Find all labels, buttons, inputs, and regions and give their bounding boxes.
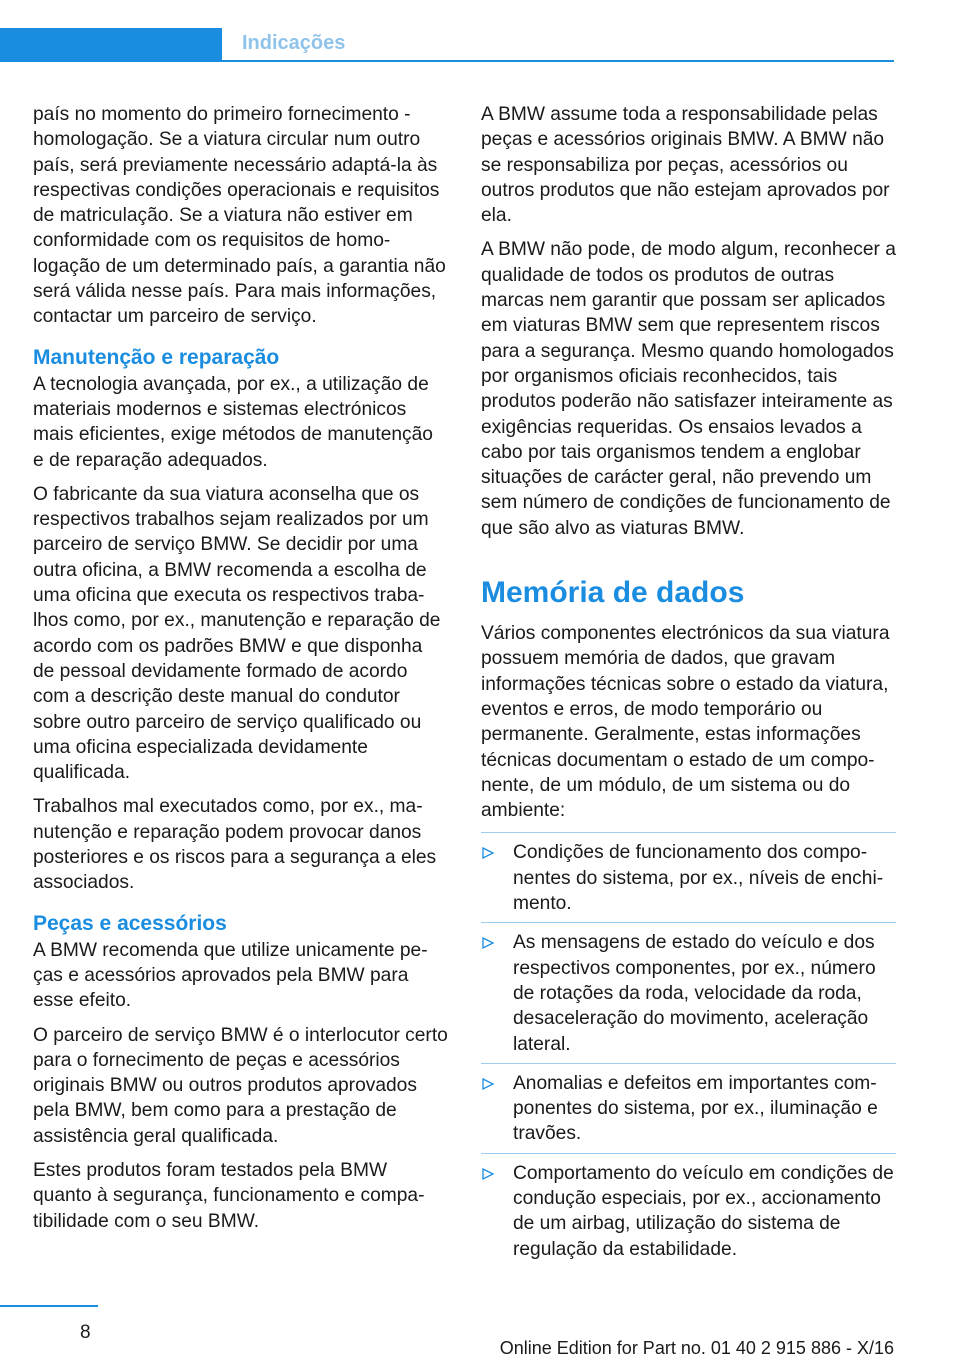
page-number: 8 <box>80 1322 91 1343</box>
list-item-text: Comportamento do veículo em condições de condução especiais, por ex., accionamento de um airbag, utilização do sistema de regulação da estabilidade. <box>513 1162 894 1260</box>
paragraph: Trabalhos mal executados como, por ex., manutenção e reparação podem provocar danos posteriores e os riscos para a segurança a eles associados. <box>33 796 437 894</box>
heading-maintenance: Manutenção e reparação <box>33 345 280 369</box>
list-item-text: Anomalias e defeitos em importantes componentes do sistema, por ex., iluminação e travões. <box>513 1072 878 1145</box>
list-item <box>481 1153 896 1262</box>
footer-edition: Online Edition for Part no. 01 40 2 915 886 - X/16 <box>499 1338 894 1358</box>
paragraph: A BMW não pode, de modo algum, reconhecer a qualidade de todos os produtos de outras marcas nem garantir que possam ser aplicados em viaturas BMW sem que representem riscos para a segurança. Mesmo quando homologados por organismos oficiais reconhecidos, tais produtos poderão não satisfazer inteiramente as exigências requeridas. Os ensaios levados a cabo por tais organismos tendem a englobar situações de carácter geral, não prevendo um sem número de condições de funcionamento de que são alvo as viaturas BMW. <box>481 239 896 539</box>
paragraph: Estes produtos foram testados pela BMW quanto à segurança, funcionamento e compatibilidade com o seu BMW. <box>33 1159 425 1232</box>
left-column <box>33 102 448 1243</box>
heading-parts: Peças e acessórios <box>33 911 227 935</box>
triangle-bullet-icon <box>481 1167 495 1181</box>
paragraph: O parceiro de serviço BMW é o interlocutor certo para o fornecimento de peças e acessórios originais BMW ou outros produtos aprovados pela BMW, bem como para a prestação de assistência geral qualificada. <box>33 1024 448 1147</box>
list-item-text: Condições de funcionamento dos componentes do sistema, por ex., níveis de enchimento. <box>513 842 884 915</box>
triangle-bullet-icon <box>481 1077 495 1091</box>
list-item <box>481 1063 896 1147</box>
paragraph: A tecnologia avançada, por ex., a utilização de materiais modernos e sistemas electrónicos mais eficientes, exige métodos de manutenção e de reparação adequados. <box>33 373 433 471</box>
heading-data-memory: Memória de dados <box>481 576 745 610</box>
bullet-list <box>481 832 896 1261</box>
paragraph: A BMW recomenda que utilize unicamente peças e acessórios aprovados pela BMW para esse efeito. <box>33 939 428 1012</box>
paragraph: A BMW assume toda a responsabilidade pelas peças e acessórios originais BMW. A BMW não se responsabiliza por peças, acessórios ou outros produtos que não estejam aprovados por ela. <box>481 104 890 227</box>
right-column <box>481 102 896 1262</box>
list-item <box>481 832 896 916</box>
page-section-title: Indicações <box>242 32 346 54</box>
triangle-bullet-icon <box>481 936 495 950</box>
paragraph: Vários componentes electrónicos da sua viatura possuem memória de dados, que gravam informações técnicas sobre o estado da viatura, eventos e erros, de modo temporário ou permanente. Geralmente, estas informações técnicas documentam o estado de um componente, de um módulo, de um sistema ou do ambiente: <box>481 623 890 822</box>
triangle-bullet-icon <box>481 846 495 860</box>
header-accent-bar <box>0 28 222 62</box>
paragraph: país no momento do primeiro fornecimento - homologação. Se a viatura circular num outro país, será previamente necessário adaptá-la às respectivas condições operacionais e requisitos de matriculação. Se a viatura não estiver em conformidade com os requisitos de homologação de um determinado país, a garantia não será válida nesse país. Para mais informações, contactar um parceiro de serviço. <box>33 104 446 328</box>
paragraph: O fabricante da sua viatura aconselha que os respectivos trabalhos sejam realizados por um parceiro de serviço BMW. Se decidir por uma outra oficina, a BMW recomenda a escolha de uma oficina que executa os respectivos trabalhos como, por ex., manutenção e reparação de acordo com os padrões BMW e que disponha de pessoal devidamente formado de acordo com a descrição deste manual do condutor sobre outro parceiro de serviço qualificado ou uma oficina especializada devidamente qualificada. <box>33 483 441 784</box>
header-rule <box>222 60 894 62</box>
footer-rule <box>0 1305 98 1307</box>
list-item-text: As mensagens de estado do veículo e dos respectivos componentes, por ex., número de rotações da roda, velocidade da roda, desaceleração do movimento, aceleração lateral. <box>513 932 876 1055</box>
list-item <box>481 922 896 1056</box>
